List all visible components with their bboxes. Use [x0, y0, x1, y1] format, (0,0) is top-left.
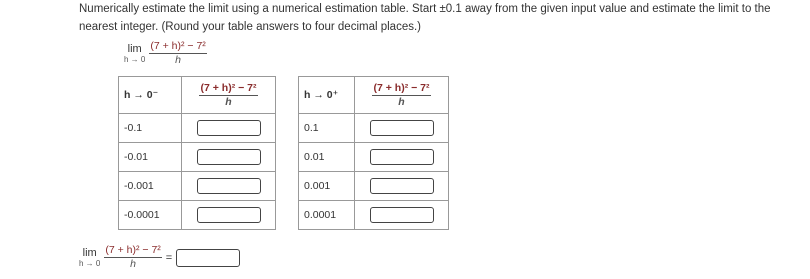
right-header-expr: $\frac{\text{(7 + h)² − 7²}}{h}$	[355, 77, 449, 114]
final-fraction	[104, 244, 161, 271]
left-h-value: -0.001	[119, 172, 182, 201]
lim-approach: h → 0	[124, 54, 146, 64]
right-h-value: 0.1	[299, 114, 355, 143]
left-h-value: -0.1	[119, 114, 182, 143]
table-row	[299, 172, 449, 201]
right-answer-input[interactable]	[370, 207, 434, 223]
final-answer-input[interactable]	[176, 249, 240, 267]
table-row	[119, 143, 276, 172]
right-answer-input[interactable]	[370, 149, 434, 165]
right-answer-input[interactable]	[370, 120, 434, 136]
table-row	[119, 201, 276, 230]
fraction-numerator: (7 + h)² − 7²	[150, 40, 206, 52]
final-fraction-numerator: (7 + h)² − 7²	[105, 244, 161, 256]
table-row	[119, 114, 276, 143]
final-answer-row	[79, 244, 240, 271]
right-estimation-table	[298, 76, 449, 230]
limit-operator	[124, 43, 145, 65]
table-row	[299, 201, 449, 230]
table-row	[119, 172, 276, 201]
right-h-value: 0.0001	[299, 201, 355, 230]
left-h-value: -0.01	[119, 143, 182, 172]
lim-word: lim	[127, 42, 142, 55]
left-answer-input[interactable]	[197, 149, 261, 165]
left-header-h: h → 0⁻	[119, 77, 182, 114]
limit-fraction	[149, 40, 206, 67]
left-h-value: -0.0001	[119, 201, 182, 230]
limit-expression	[124, 40, 207, 67]
right-answer-input[interactable]	[370, 178, 434, 194]
left-answer-input[interactable]	[197, 207, 261, 223]
equals-sign: =	[165, 251, 173, 264]
table-row	[299, 114, 449, 143]
final-limit-operator	[79, 247, 100, 269]
final-lim-word: lim	[82, 246, 97, 259]
left-estimation-table	[118, 76, 276, 230]
right-h-value: 0.01	[299, 143, 355, 172]
right-header-h: h → 0⁺	[299, 77, 355, 114]
final-lim-approach: h → 0	[79, 258, 101, 268]
left-header-expr: $\frac{\text{(7 + h)² − 7²}}{h}$	[182, 77, 276, 114]
fraction-denominator: h	[175, 54, 181, 66]
left-answer-input[interactable]	[197, 120, 261, 136]
table-row	[299, 143, 449, 172]
instructions-text: Numerically estimate the limit using a numerical estimation table. Start ±0.1 away from the given input value and estimate the limit to the nearest integer. (Round your table answers to four decimal places.)	[79, 3, 771, 33]
final-fraction-denominator: h	[130, 258, 136, 270]
right-h-value: 0.001	[299, 172, 355, 201]
left-answer-input[interactable]	[197, 178, 261, 194]
